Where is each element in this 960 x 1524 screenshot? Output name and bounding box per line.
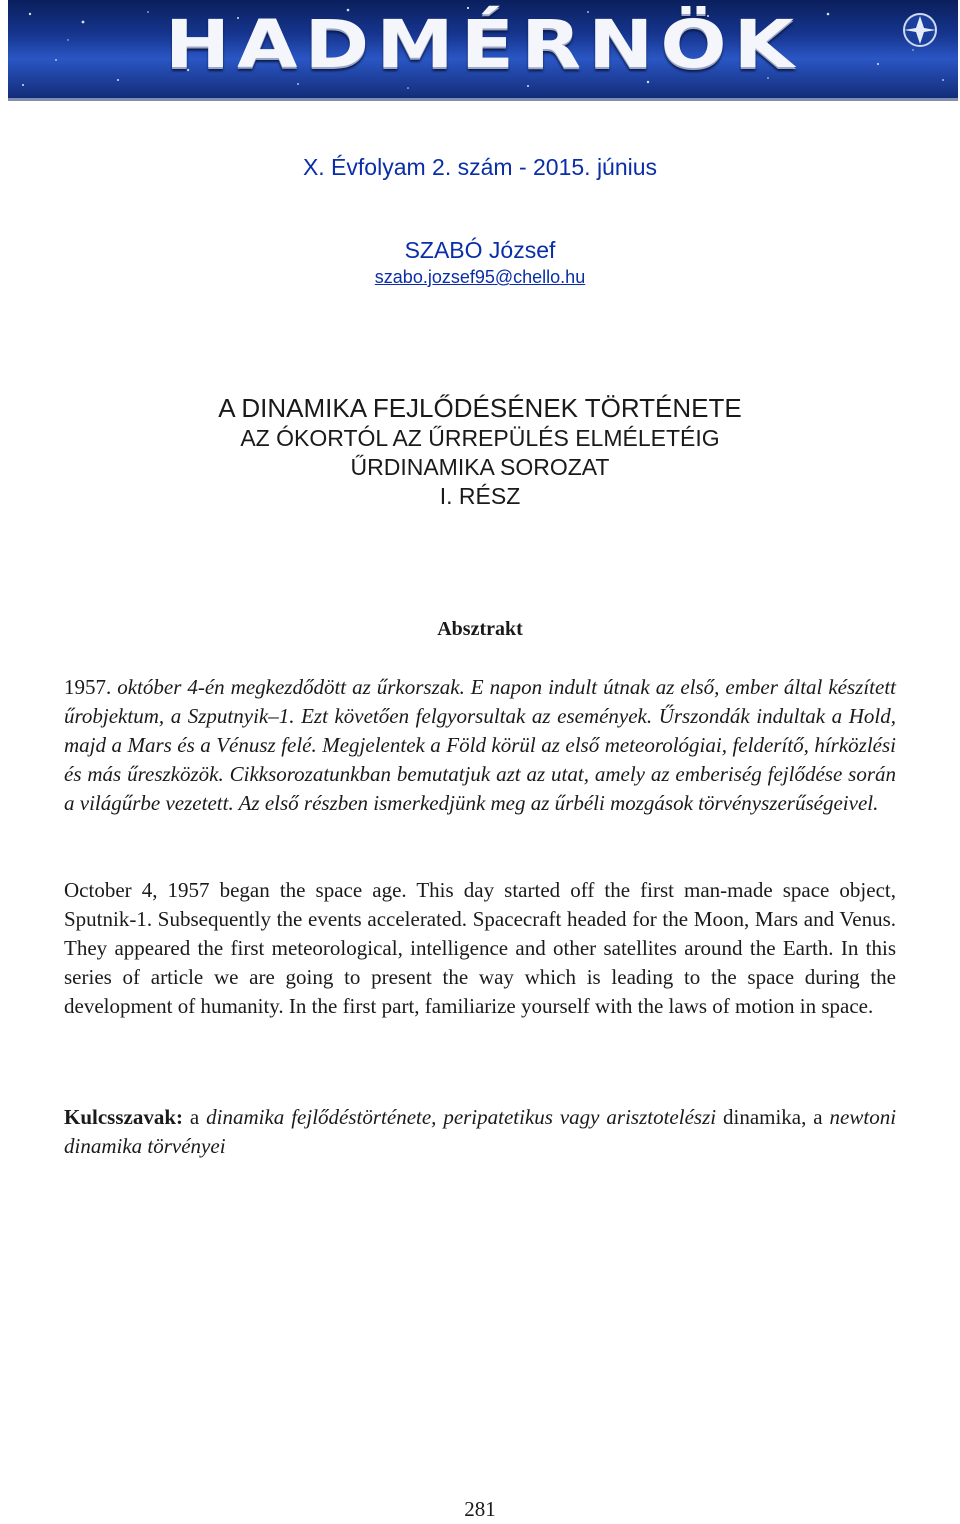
keywords-article-2: a [813,1105,823,1129]
keywords-part-2: dinamika, [722,1105,807,1129]
author-email-link[interactable]: szabo.jozsef95@chello.hu [374,267,586,287]
article-title-line-2: AZ ÓKORTÓL AZ ŰRREPÜLÉS ELMÉLETÉIG [240,425,720,451]
page-number: 281 [464,1497,496,1521]
keywords-part-3: newtoni dinamika törvényei [64,1105,897,1158]
abstract-hungarian-text: október 4-én megkezdődött az űrkorszak. E napon indult útnak az első, ember által készített űrobjektum, a Szputnyik–1. Ezt követően felgyorsultak az események. Űrszondák indultak a Hold, majd a Mars és a Vénusz felé. Megjelentek a Föld körül az első meteorológiai, felderítő, hírközlési és más űreszközök. Cikksorozatunkban bemutatjuk azt az utat, amely az emberiség fejlődése során a világűrbe vezetett. Az első részben ismerkedjünk meg az űrbéli mozgások törvényszerűségeivel. [64,675,896,815]
issue-info: X. Évfolyam 2. szám - 2015. június [302,154,658,180]
abstract-heading: Absztrakt [437,618,523,640]
keywords [64,1103,896,1161]
author-name: SZABÓ József [404,237,556,263]
keywords-part-1: dinamika fejlődéstörténete, peripatetikus vagy arisztotelészi [206,1105,717,1129]
keywords-label: Kulcsszavak: [64,1105,184,1129]
abstract-english: October 4, 1957 began the space age. This day started off the first man-made space object, Sputnik-1. Subsequently the events accelerated. Spacecraft headed for the Moon, Mars and Venus. They appeared the first meteorological, intelligence and other satellites around the Earth. In this series of article we are going to present the way which is leading to the space during the development of humanity. In the first part, familiarize yourself with the laws of motion in space. [64,878,896,1018]
keywords-article-1: a [189,1105,200,1129]
abstract-hungarian [64,673,896,818]
abstract-hungarian-date: 1957. [64,675,112,699]
masthead-title: HADMÉRNÖK [164,6,802,83]
journal-masthead [8,0,958,101]
article-title-line-4: I. RÉSZ [439,483,521,509]
article-title-line-3: ŰRDINAMIKA SOROZAT [350,454,610,480]
article-title-line-1: A DINAMIKA FEJLŐDÉSÉNEK TÖRTÉNETE [218,393,742,423]
